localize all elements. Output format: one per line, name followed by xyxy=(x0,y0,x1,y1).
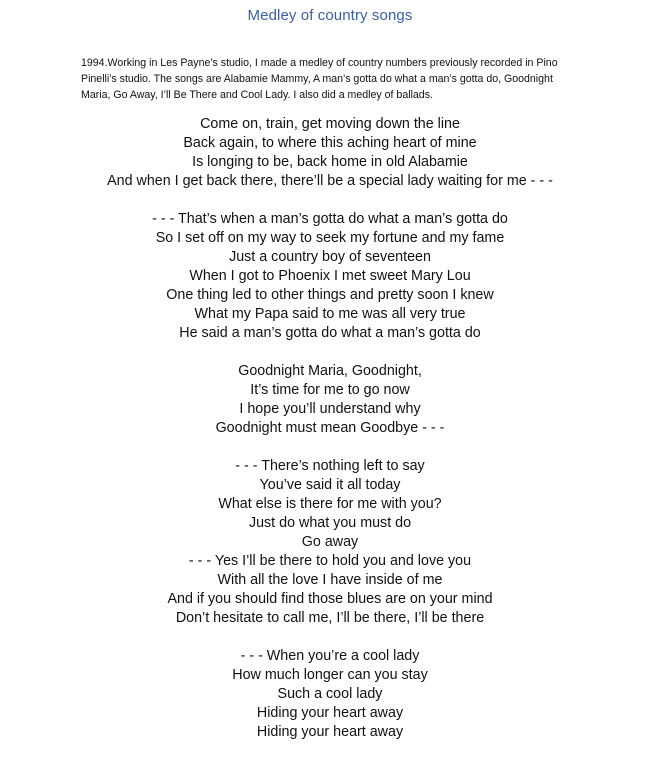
lyric-line: Hiding your heart away xyxy=(256,724,404,740)
lyric-line: - - - Yes I’ll be there to hold you and love you xyxy=(188,553,472,569)
lyric-line: Just do what you must do xyxy=(248,515,412,531)
lyric-line: When I got to Phoenix I met sweet Mary Lou xyxy=(189,268,471,284)
lyric-line: So I set off on my way to seek my fortune and my fame xyxy=(155,230,505,246)
lyric-line: He said a man’s gotta do what a man’s gotta do xyxy=(179,325,481,341)
lyric-stanza xyxy=(0,362,660,438)
lyric-stanza xyxy=(0,115,660,191)
lyric-line: And when I get back there, there’ll be a special lady waiting for me - - - xyxy=(107,173,553,189)
lyric-line: - - - There’s nothing left to say xyxy=(235,458,425,474)
lyric-line: Such a cool lady xyxy=(277,686,383,702)
lyric-line: Come on, train, get moving down the line xyxy=(200,116,460,132)
lyric-line: Hiding your heart away xyxy=(256,705,404,721)
lyric-line: It’s time for me to go now xyxy=(250,382,410,398)
lyric-line: - - - That’s when a man’s gotta do what a man’s gotta do xyxy=(152,211,508,227)
lyric-line: Just a country boy of seventeen xyxy=(229,249,431,265)
lyric-line: How much longer can you stay xyxy=(232,667,428,683)
lyric-line: Go away xyxy=(301,534,359,550)
lyric-stanza xyxy=(0,457,660,628)
lyric-line: You’ve said it all today xyxy=(259,477,401,493)
lyric-line: Is longing to be, back home in old Alabamie xyxy=(192,154,468,170)
lyric-line: What else is there for me with you? xyxy=(218,496,442,512)
document-title: Medley of country songs xyxy=(247,7,413,24)
lyric-line: Back again, to where this aching heart of mine xyxy=(183,135,477,151)
lyric-line: Goodnight Maria, Goodnight, xyxy=(238,363,422,379)
lyric-line: I hope you’ll understand why xyxy=(239,401,421,417)
lyric-line: With all the love I have inside of me xyxy=(217,572,443,588)
lyric-line: - - - When you’re a cool lady xyxy=(240,648,420,664)
lyric-line: One thing led to other things and pretty soon I knew xyxy=(166,287,494,303)
lyrics-body xyxy=(0,115,660,761)
lyric-line: Goodnight must mean Goodbye - - - xyxy=(215,420,445,436)
lyric-line: Don’t hesitate to call me, I’ll be there, I’ll be there xyxy=(175,610,485,626)
lyric-line: And if you should find those blues are on your mind xyxy=(167,591,493,607)
lyric-stanza xyxy=(0,210,660,343)
lyric-line: What my Papa said to me was all very true xyxy=(194,306,466,322)
intro-paragraph: 1994.Working in Les Payne’s studio, I made a medley of country numbers previously recorded in Pino Pinelli’s studio. The songs are Alabamie Mammy, A man’s gotta do what a man’s gotta do, Goodnight Maria, Go Away, I’ll Be There and Cool Lady. I also did a medley of ballads. xyxy=(81,57,558,101)
lyric-stanza xyxy=(0,647,660,742)
